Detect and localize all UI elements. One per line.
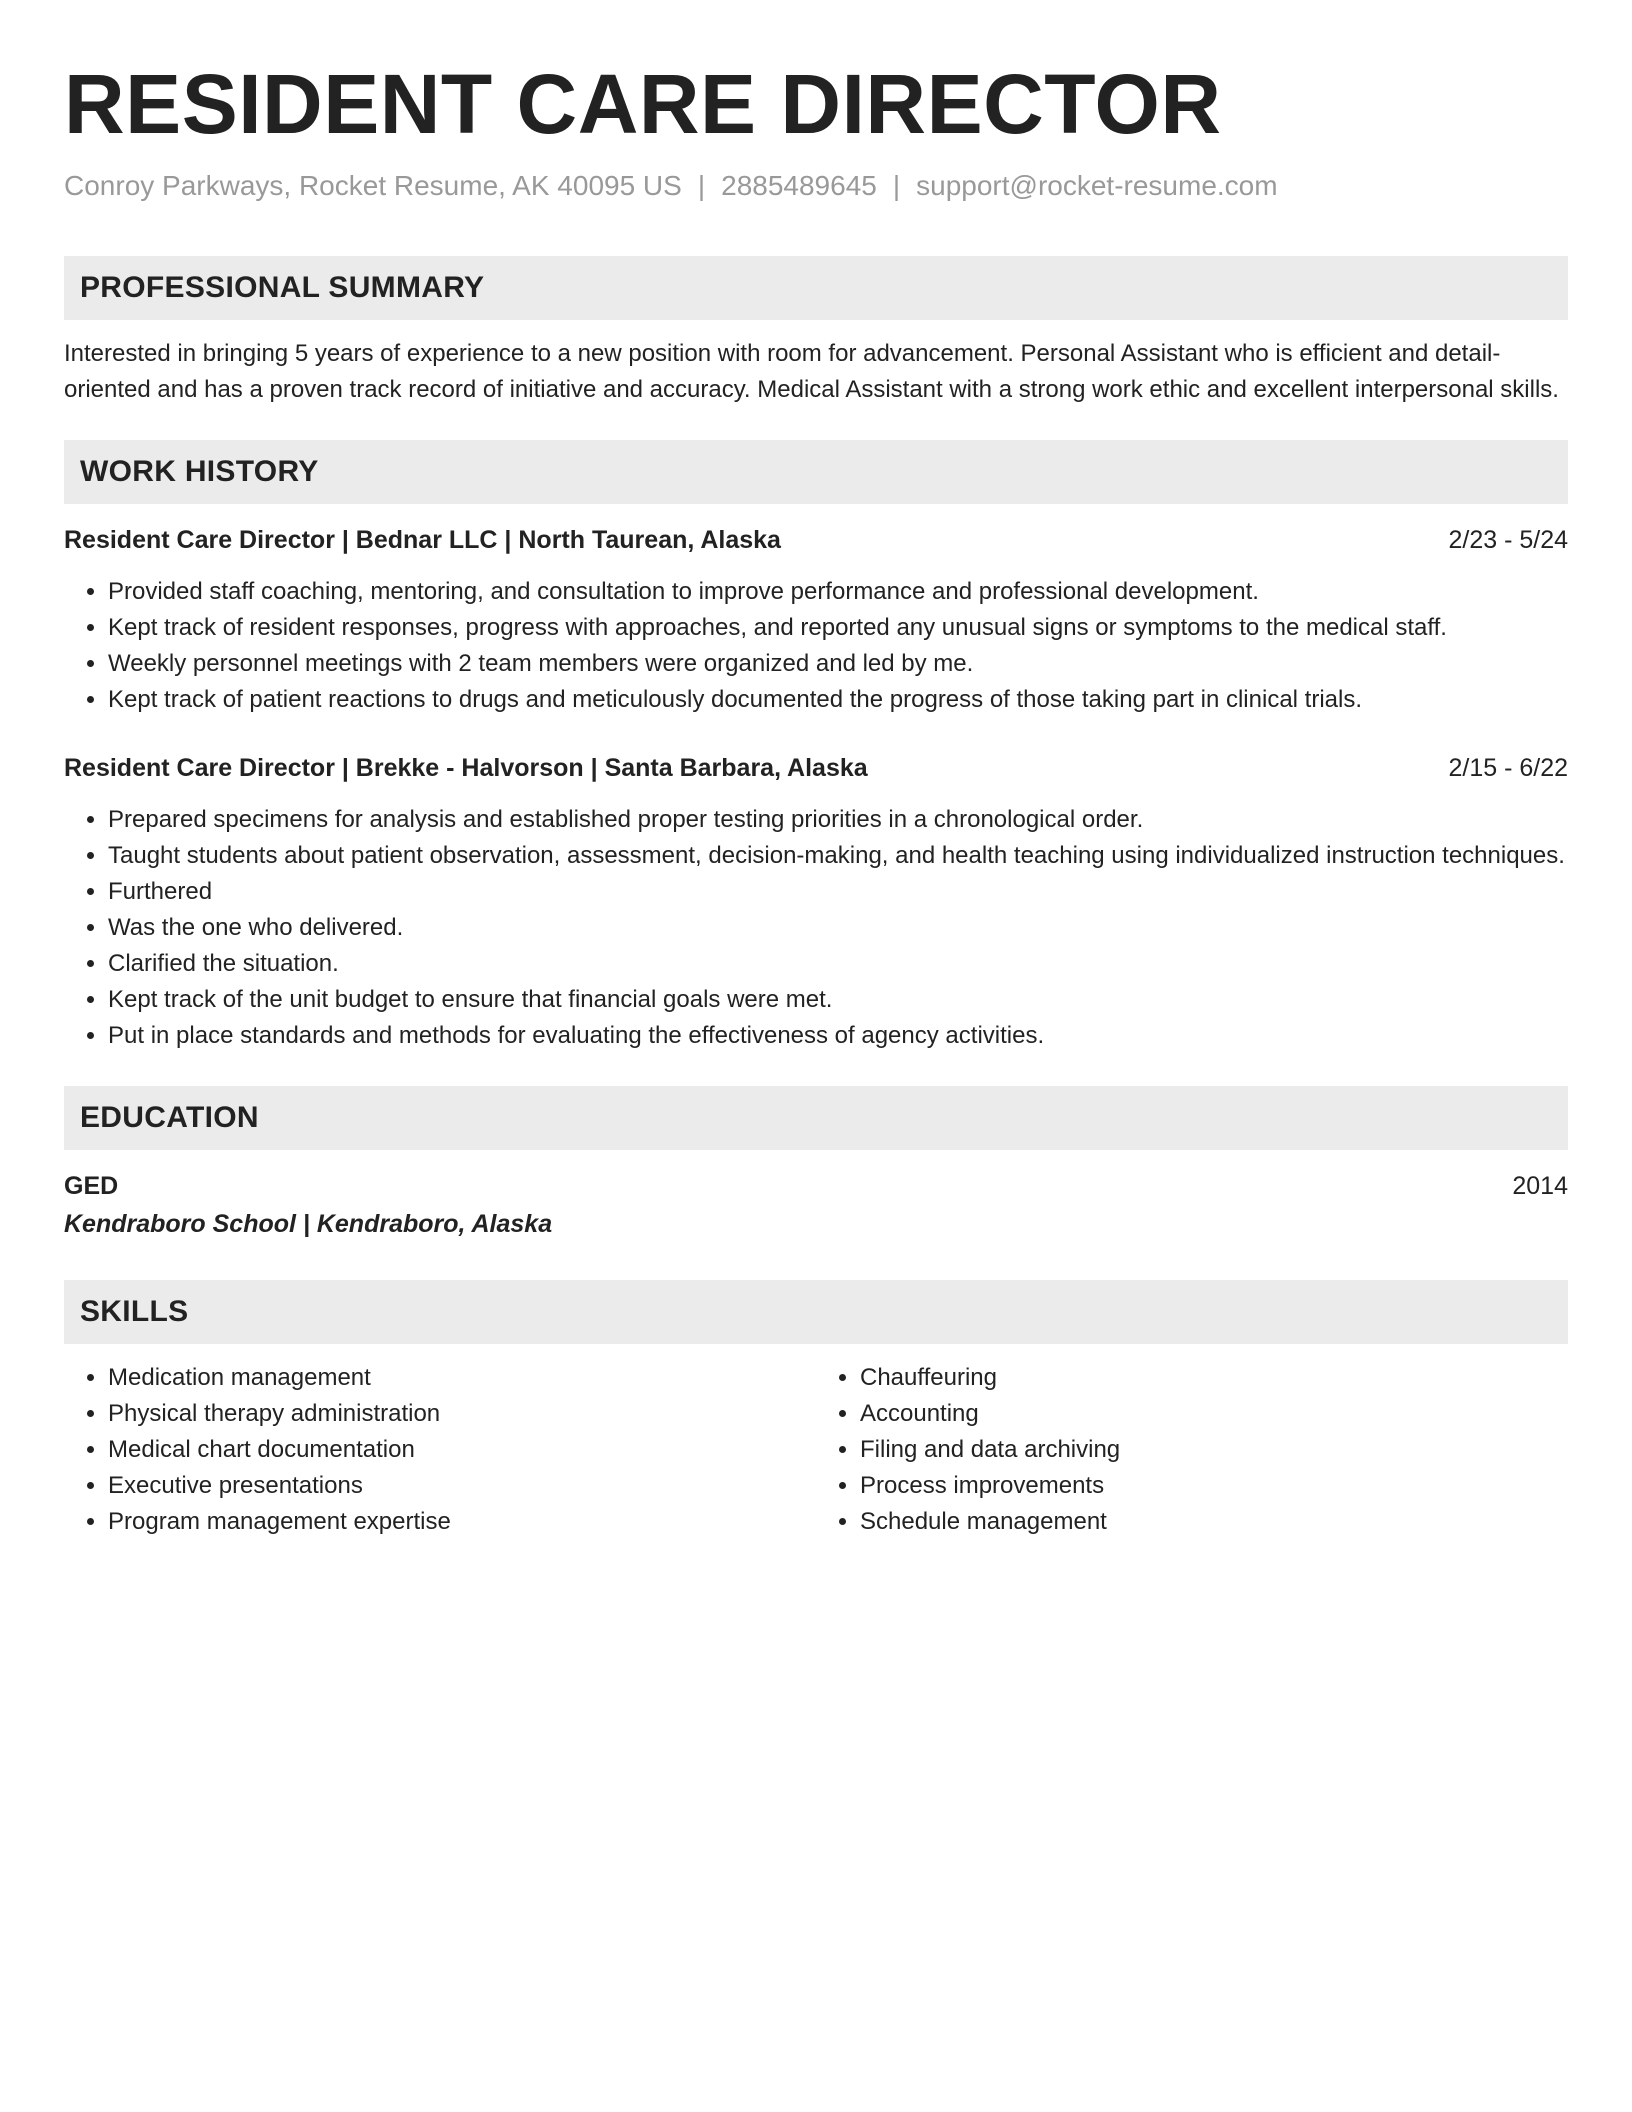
job-bullet: • Taught students about patient observation, assessment, decision-making, and health teaching using individualized instruction techniques. [108,838,1568,874]
job-entry [64,522,1568,718]
job-bullet: • Kept track of the unit budget to ensure that financial goals were met. [108,982,1568,1018]
skills-columns [64,1360,1568,1540]
summary-text: Interested in bringing 5 years of experience to a new position with room for advancement. Personal Assistant who is efficient and detail-oriented and has a proven track record of initiative and accuracy. Medical Assistant with a strong work ethic and excellent interpersonal skills. [64,340,1559,403]
skills-list-left [64,1360,816,1540]
education-header [64,1168,1568,1204]
job-dates: 2/23 - 5/24 [1448,526,1568,554]
education-year: 2014 [1512,1172,1568,1200]
job-bullet: • Kept track of patient reactions to drugs and meticulously documented the progress of those taking part in clinical trials. [108,682,1568,718]
job-title: Resident Care Director | Bednar LLC | North Taurean, Alaska [64,526,781,554]
section-heading-education: EDUCATION [64,1086,1568,1150]
job-header [64,750,1568,786]
skill-item: • Accounting [860,1396,1568,1432]
job-bullet: • Prepared specimens for analysis and established proper testing priorities in a chronological order. [108,802,1568,838]
job-title: Resident Care Director | Brekke - Halvorson | Santa Barbara, Alaska [64,754,868,782]
contact-line [64,168,1568,204]
job-dates: 2/15 - 6/22 [1448,754,1568,782]
job-bullet: • Clarified the situation. [108,946,1568,982]
section-heading-skills: SKILLS [64,1280,1568,1344]
job-entry [64,750,1568,1054]
job-bullet: • Furthered [108,874,1568,910]
education-entry [64,1168,1568,1242]
job-bullet: • Was the one who delivered. [108,910,1568,946]
skill-item: • Process improvements [860,1468,1568,1504]
candidate-name: RESIDENT CARE DIRECTOR [64,57,1222,151]
skill-item: • Medical chart documentation [108,1432,816,1468]
skill-item: • Program management expertise [108,1504,816,1540]
job-bullets [64,802,1568,1054]
skill-item: • Medication management [108,1360,816,1396]
job-bullet: • Kept track of resident responses, progress with approaches, and reported any unusual signs or symptoms to the medical staff. [108,610,1568,646]
skill-item: • Chauffeuring [860,1360,1568,1396]
job-header [64,522,1568,558]
contact-email: support@rocket-resume.com [916,170,1278,201]
contact-separator: | [697,170,706,201]
skills-list-right [816,1360,1568,1540]
skill-item: • Filing and data archiving [860,1432,1568,1468]
section-heading-summary: PROFESSIONAL SUMMARY [64,256,1568,320]
contact-address: Conroy Parkways, Rocket Resume, AK 40095 US [64,170,682,201]
skill-item: • Schedule management [860,1504,1568,1540]
skill-item: • Executive presentations [108,1468,816,1504]
job-bullet: • Provided staff coaching, mentoring, and consultation to improve performance and professional development. [108,574,1568,610]
job-bullet: • Put in place standards and methods for evaluating the effectiveness of agency activities. [108,1018,1568,1054]
job-bullet: • Weekly personnel meetings with 2 team members were organized and led by me. [108,646,1568,682]
section-heading-work-history: WORK HISTORY [64,440,1568,504]
skill-item: • Physical therapy administration [108,1396,816,1432]
contact-phone: 2885489645 [721,170,877,201]
job-bullets [64,574,1568,718]
education-school: Kendraboro School | Kendraboro, Alaska [64,1210,553,1238]
contact-separator: | [892,170,901,201]
education-degree: GED [64,1172,119,1200]
